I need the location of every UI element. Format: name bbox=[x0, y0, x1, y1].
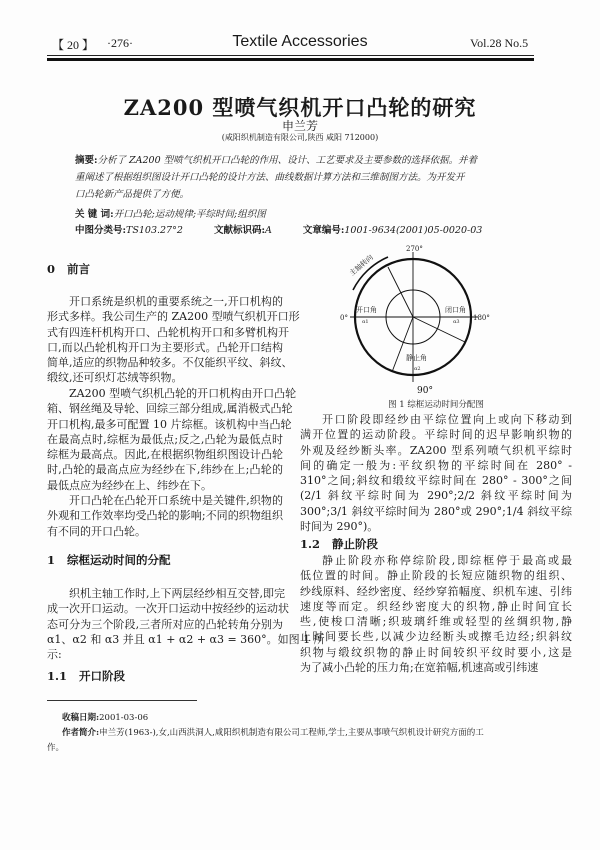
text-line: 开口机构,最多可配置 10 片综框。该机构中当凸轮 bbox=[47, 417, 292, 431]
label-dwell-symbol: α2 bbox=[414, 366, 421, 372]
text-line: 300°;3/1 斜纹平综时间为 280°或 290°;1/4 斜纹平综 bbox=[300, 504, 572, 518]
text-line: 织物与缎纹织物的静止时间较织平纹时要小,这是 bbox=[300, 645, 572, 659]
text-line: 时,凸轮的最高点应为经纱在下,纬纱在上;凸轮的 bbox=[47, 463, 283, 477]
label-open-symbol: α1 bbox=[362, 319, 369, 325]
text-line: 开口系统是织机的重要系统之一,开口机构的 bbox=[69, 295, 283, 308]
footnote-rule bbox=[47, 700, 197, 701]
figure-caption: 图 1 综框运动时间分配图 bbox=[388, 400, 484, 410]
received-label: 收稿日期: bbox=[62, 713, 100, 723]
section-heading: 1 综框运动时间的分配 bbox=[47, 553, 171, 567]
bio-label: 作者简介: bbox=[62, 728, 100, 738]
label-dwell-angle: 静止角 bbox=[406, 354, 427, 362]
clc-value: TS103.27°2 bbox=[126, 225, 183, 236]
classification bbox=[75, 222, 535, 236]
paragraph bbox=[300, 553, 572, 675]
text-line: 态可分为三个阶段,三者所对应的凸轮转角分别为 bbox=[47, 617, 283, 631]
text-line: 为了减小凸轮的压力角;在宽筘幅,机速高或引纬速 bbox=[300, 661, 539, 675]
text-line: 在最高点时,综框为最低点;反之,凸轮为最低点时 bbox=[47, 432, 283, 446]
text-line: 示: bbox=[47, 648, 62, 662]
text-line: 缎纹,还可织灯芯绒等织物。 bbox=[47, 371, 183, 385]
article-number-label: 文章编号: bbox=[302, 225, 345, 236]
text-line: 310°之间;斜纹和缎纹平综时间在 280° - 300°之间 bbox=[300, 474, 572, 488]
paragraph bbox=[300, 412, 572, 534]
subsection-heading: 1.1 开口阶段 bbox=[47, 669, 126, 683]
keywords-label: 关 键 词: bbox=[75, 209, 114, 220]
paragraph bbox=[47, 294, 300, 386]
keywords bbox=[75, 206, 266, 220]
header-rule bbox=[47, 55, 534, 56]
text-line: 时间为 290°)。 bbox=[300, 520, 379, 534]
label-rotation: 主轴转向 bbox=[348, 253, 375, 278]
text-line: 开口凸轮在凸轮开口系统中是关键件,织物的 bbox=[69, 494, 283, 507]
author: 申兰芳 bbox=[281, 119, 318, 133]
abstract-label: 摘要: bbox=[75, 155, 98, 166]
text-line: 最低点应为经纱在上、纬纱在下。 bbox=[47, 478, 212, 492]
paragraph bbox=[47, 386, 297, 493]
radial-line bbox=[388, 267, 413, 317]
label-left: 0° bbox=[340, 314, 348, 322]
figure-heddle-timing-diagram bbox=[300, 240, 572, 398]
paragraph bbox=[47, 586, 325, 662]
label-bottom: 90° bbox=[417, 386, 433, 396]
clc-label: 中图分类号: bbox=[75, 225, 127, 236]
volume-info: Vol.28 No.5 bbox=[470, 36, 529, 50]
text-line: 满开位置的运动阶段。平综时间的迟早影响织物的 bbox=[300, 428, 572, 442]
doc-code-value: A bbox=[264, 225, 272, 236]
text-line: 低位置的时间。静止阶段的长短应随织物的组织、 bbox=[300, 569, 572, 583]
text-line: 箱、钢丝绳及导轮、回综三部分组成,属消极式凸轮 bbox=[47, 402, 293, 416]
paragraph bbox=[47, 493, 283, 539]
text-line: 外观及经纱断头率。ZA200 型系列喷气织机平综时 bbox=[300, 443, 572, 457]
label-close-symbol: α3 bbox=[453, 319, 460, 325]
radial-line bbox=[392, 317, 413, 372]
text-line: 成一次开口运动。一次开口运动中按经纱的运动状 bbox=[47, 602, 289, 616]
footnote-bio-cont: 作。 bbox=[47, 743, 65, 753]
section-heading: 0 前言 bbox=[47, 262, 91, 276]
text-line: 速度等而定。织经纱密度大的织物,静止时间宜长 bbox=[300, 599, 572, 613]
bio-text: 申兰芳(1963-),女,山西洪洞人,咸阳织机制造有限公司工程师,学士,主要从事喷气织机设计研究方面的工 bbox=[99, 728, 484, 738]
header-rule-thick bbox=[47, 58, 534, 61]
text-line: 开口阶段即经纱由平综位置向上或向下移动到 bbox=[322, 413, 572, 426]
label-open-angle: 开口角 bbox=[356, 306, 377, 314]
label-right: 180° bbox=[473, 314, 490, 322]
received-date: 2001-03-06 bbox=[99, 713, 149, 723]
keywords-text: 开口凸轮;运动规律;平综时间;组织图 bbox=[113, 209, 266, 220]
text-line: (2/1 斜纹平综时间为 290°;2/2 斜纹平综时间为 bbox=[300, 489, 572, 503]
text-line: 简单,适应的织物品种较多。不仅能织平纹、斜纹、 bbox=[47, 356, 293, 370]
text-line: 形式多样。我公司生产的 ZA200 型喷气织机开口形 bbox=[47, 310, 300, 324]
abstract bbox=[75, 153, 505, 203]
abstract-line: 分析了 ZA200 型喷气织机开口凸轮的作用、设计、工艺要求及主要参数的选择依据。并着 bbox=[97, 155, 478, 166]
page-number: ·276· bbox=[107, 36, 133, 50]
text-line: 外观和工作效率均受凸轮的影响;不同的织物组织 bbox=[47, 509, 283, 523]
text-line: 间的确定一般为:平纹织物的平综时间在 280° - bbox=[300, 458, 572, 472]
footnote-bio bbox=[62, 726, 484, 738]
text-line: 综框为最高点。因此,在根据织物组织图设计凸轮 bbox=[47, 448, 283, 462]
footnote-received bbox=[62, 711, 148, 723]
text-line: 式有四连杆机构开口、凸轮机构开口和多臂机构开 bbox=[47, 325, 289, 339]
text-line: ZA200 型喷气织机凸轮的开口机构由开口凸轮 bbox=[69, 387, 297, 400]
abstract-line: 重阐述了根据组织图设计开口凸轮的设计方法、曲线数据计算方法和三维制图方法。为开发开 bbox=[75, 171, 465, 183]
text-line: 些,使梭口清晰;织玻璃纤维或轻型的丝绸织物,静 bbox=[300, 615, 572, 629]
affiliation: (咸阳织机制造有限公司,陕西 咸阳 712000) bbox=[221, 133, 379, 142]
text-line: 口,而以凸轮机构开口为主要形式。凸轮开口结构 bbox=[47, 340, 283, 354]
subsection-heading: 1.2 静止阶段 bbox=[300, 537, 379, 551]
text-line: 纱线原料、经纱密度、经纱穿筘幅度、织机车速、引纬 bbox=[300, 584, 572, 598]
text-line: 止时间要长些,以减少边经断头或擦毛边经;织斜纹 bbox=[300, 630, 572, 644]
doc-code-label: 文献标识码: bbox=[213, 225, 265, 236]
article-number-value: 1001-9634(2001)05-0020-03 bbox=[344, 225, 483, 236]
text-line: 织机主轴工作时,上下两层经纱相互交替,即完 bbox=[69, 587, 285, 600]
journal-name: Textile Accessories bbox=[232, 33, 368, 50]
abstract-line: 口凸轮新产品提供了方便。 bbox=[75, 188, 190, 200]
paper-title: ZA200 型喷气织机开口凸轮的研究 bbox=[123, 95, 477, 120]
label-close-angle: 闭口角 bbox=[445, 306, 466, 314]
issue-number: 【 20 】 bbox=[52, 38, 95, 52]
text-line: 有不同的开口凸轮。 bbox=[47, 524, 146, 538]
text-line: 静止阶段亦称停综阶段,即综框停于最高或最 bbox=[322, 554, 572, 567]
label-top: 270° bbox=[406, 245, 423, 253]
text-line: α1、α2 和 α3 并且 α1 + α2 + α3 = 360°。如图 1 所 bbox=[47, 632, 325, 646]
